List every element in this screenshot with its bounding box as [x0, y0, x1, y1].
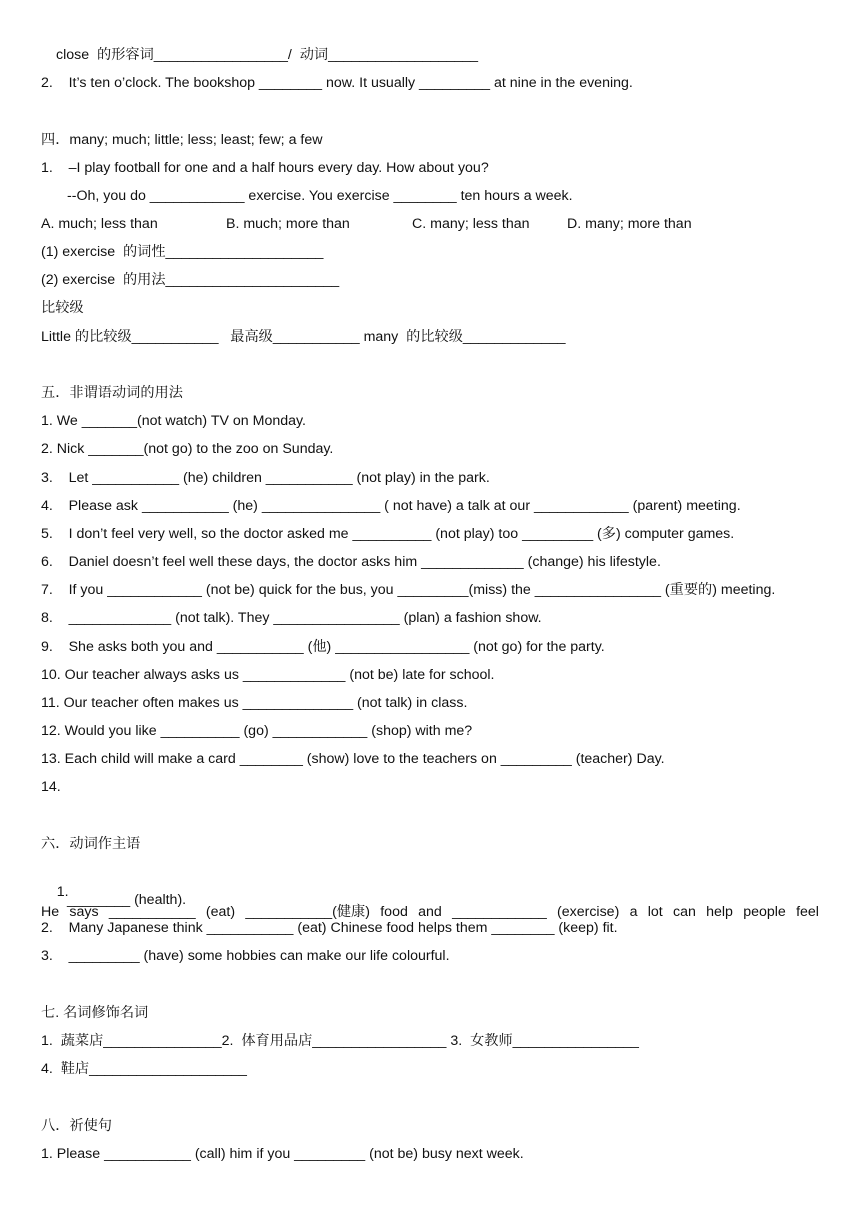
word: help	[706, 904, 733, 920]
section-heading: 四．many; much; little; less; least; few; a few	[41, 132, 323, 148]
section-heading: 六．动词作主语	[41, 836, 141, 852]
text-line: 比较级	[41, 300, 84, 316]
word: lot	[647, 904, 663, 920]
word: ___________	[108, 904, 196, 920]
answer-options	[41, 214, 821, 234]
text-line: 1. Please ___________ (call) him if you _________ (not be) busy next week.	[41, 1146, 524, 1162]
text-line: 1. 蔬菜店_______________2. 体育用品店_________________ 3. 女教师________________	[41, 1033, 639, 1049]
word: says	[69, 904, 99, 920]
option-d: D. many; more than	[567, 216, 692, 232]
text-line: 7. If you ____________ (not be) quick for the bus, you _________(miss) the ________________ (重要的) meeting.	[41, 582, 776, 598]
option-b: B. much; more than	[226, 216, 350, 232]
text-line: 10. Our teacher always asks us _____________ (not be) late for school.	[41, 667, 495, 683]
word: (exercise)	[557, 904, 620, 920]
text-line: 3. Let ___________ (he) children ___________ (not play) in the park.	[41, 470, 490, 486]
text-line: 5. I don’t feel very well, so the doctor asked me __________ (not play) too _________ (多) computer games.	[41, 526, 735, 542]
item-number: 1.	[56, 884, 69, 900]
word: ___________(健康)	[245, 904, 370, 920]
word: He	[41, 904, 60, 920]
text-line: --Oh, you do ____________ exercise. You exercise ________ ten hours a week.	[67, 188, 573, 204]
text-line: 11. Our teacher often makes us ______________ (not talk) in class.	[41, 695, 468, 711]
section-heading: 七. 名词修饰名词	[41, 1005, 149, 1021]
text-line: 1. –I play football for one and a half hours every day. How about you?	[41, 160, 489, 176]
text-line: 2. Many Japanese think ___________ (eat) Chinese food helps them ________ (keep) fit.	[41, 920, 618, 936]
text-line: 4. Please ask ___________ (he) _______________ ( not have) a talk at our ____________ (parent) meeting.	[41, 498, 741, 514]
text-line: 2. It’s ten o’clock. The bookshop ________ now. It usually _________ at nine in the evening.	[41, 75, 633, 91]
section-heading: 八．祈使句	[41, 1118, 112, 1134]
option-c: C. many; less than	[412, 216, 530, 232]
text-line: Little 的比较级___________ 最高级___________ many 的比较级_____________	[41, 329, 566, 345]
text-line: close 的形容词_________________/ 动词___________________	[56, 47, 479, 63]
word: people	[743, 904, 786, 920]
text-line: 6. Daniel doesn’t feel well these days, the doctor asks him _____________ (change) his lifestyle.	[41, 554, 661, 570]
text-line: 14.	[41, 779, 61, 795]
word: a	[629, 904, 638, 920]
word: ____________	[452, 904, 547, 920]
text-line: (1) exercise 的词性____________________	[41, 244, 324, 260]
text-line: (2) exercise 的用法______________________	[41, 272, 340, 288]
option-a: A. much; less than	[41, 216, 158, 232]
text-line: 8. _____________ (not talk). They ________________ (plan) a fashion show.	[41, 610, 542, 626]
text-line: 2. Nick _______(not go) to the zoo on Sunday.	[41, 441, 334, 457]
word: (eat)	[205, 904, 236, 920]
section-heading: 五．非谓语动词的用法	[41, 385, 183, 401]
word: and	[418, 904, 442, 920]
text-line: 1. We _______(not watch) TV on Monday.	[41, 413, 306, 429]
word: feel	[796, 904, 819, 920]
text-line: 12. Would you like __________ (go) ____________ (shop) with me?	[41, 723, 473, 739]
text-line: 13. Each child will make a card ________ (show) love to the teachers on _________ (teacher) Day.	[41, 751, 665, 767]
text-line: 3. _________ (have) some hobbies can make our life colourful.	[41, 948, 450, 964]
word: can	[672, 904, 696, 920]
word: food	[380, 904, 408, 920]
text-line: ________ (health).	[67, 892, 187, 908]
text-line: 4. 鞋店____________________	[41, 1061, 247, 1077]
text-line: 9. She asks both you and ___________ (他) _________________ (not go) for the party.	[41, 639, 605, 655]
